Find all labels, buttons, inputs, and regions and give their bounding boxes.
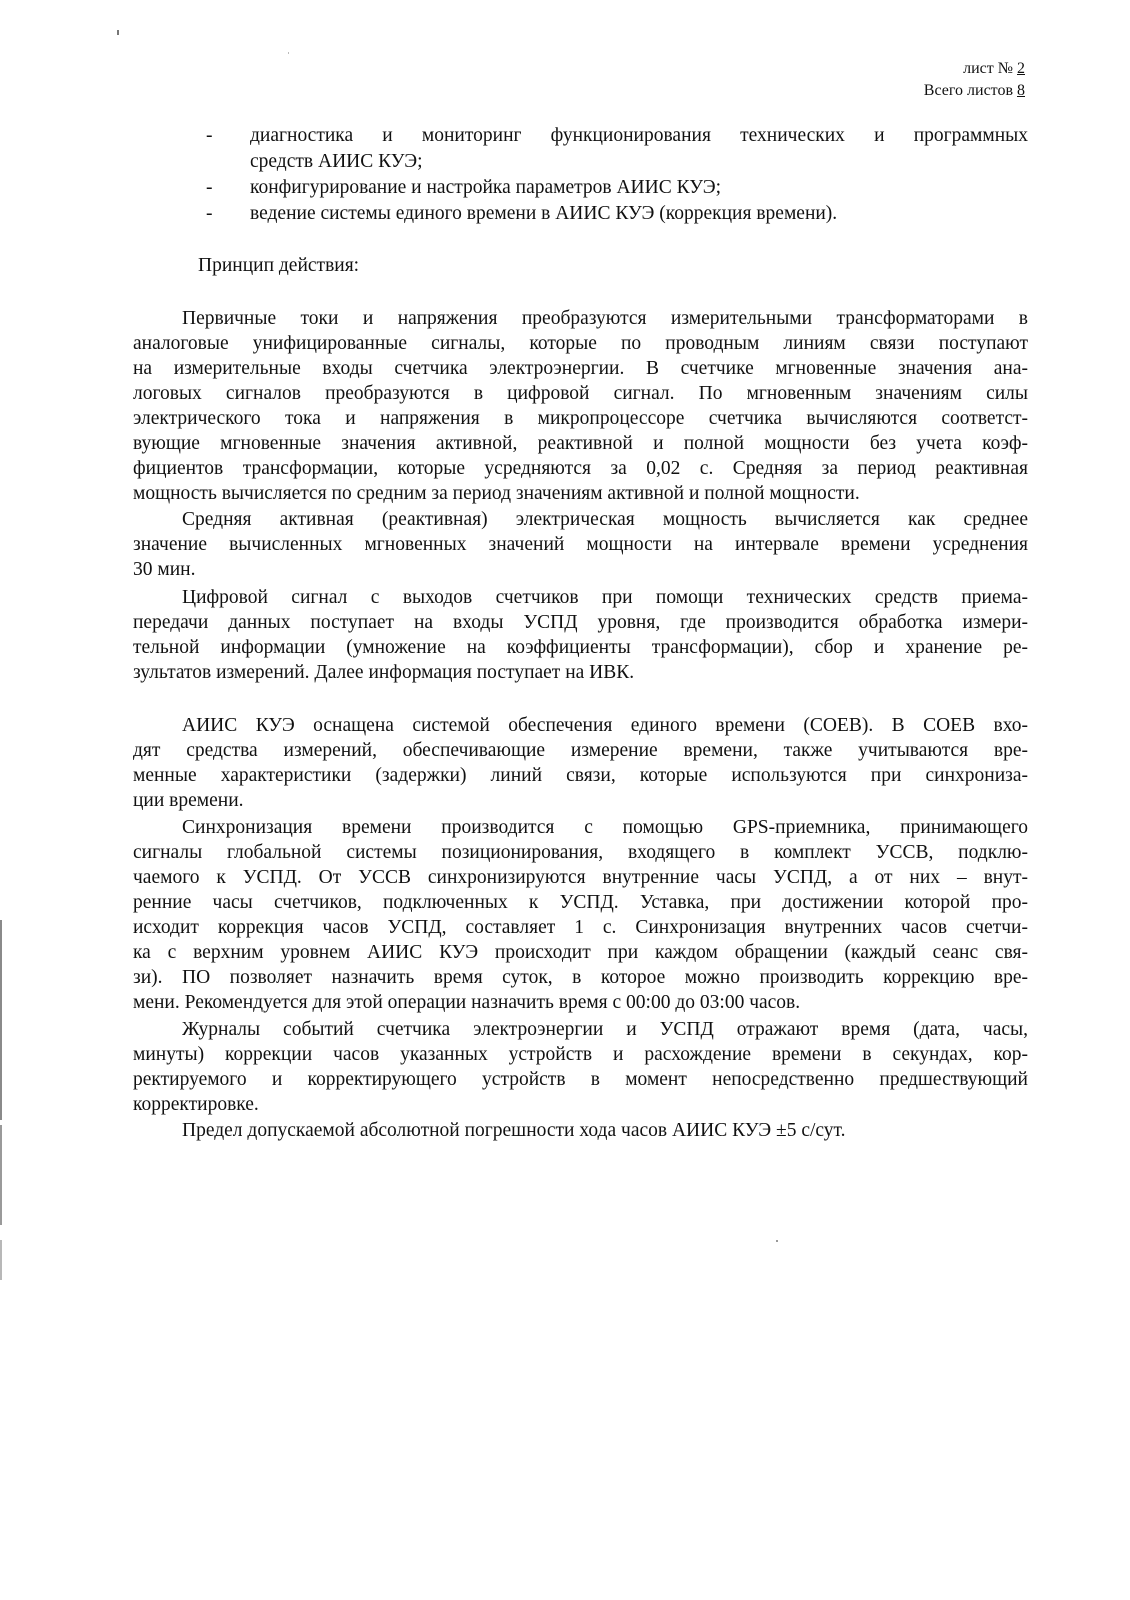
paragraph-line: минуты) коррекции часов указанных устройств и расхождение времени в секундах, кор-	[133, 1044, 1028, 1065]
paragraph-line: ка с верхним уровнем АИИС КУЭ происходит при каждом обращении (каждый сеанс свя-	[133, 942, 1028, 963]
paragraph-line: вующие мгновенные значения активной, реактивной и полной мощности без учета коэф-	[133, 433, 1028, 454]
paragraph-line: Журналы событий счетчика электроэнергии и УСПД отражают время (дата, часы,	[182, 1019, 1028, 1040]
paragraph-line: корректировке.	[133, 1094, 259, 1115]
paragraph-line: Предел допускаемой абсолютной погрешности хода часов АИИС КУЭ ±5 с/сут.	[182, 1120, 846, 1141]
paragraph-line: 30 мин.	[133, 559, 196, 580]
paragraph-line: Первичные токи и напряжения преобразуются измерительными трансформаторами в	[182, 308, 1028, 329]
paragraph-line: ции времени.	[133, 790, 244, 811]
bullet-item-line: средств АИИС КУЭ;	[250, 151, 423, 172]
section-heading: Принцип действия:	[198, 255, 360, 276]
paragraph-line: передачи данных поступает на входы УСПД уровня, где производится обработка измери-	[133, 612, 1028, 633]
scan-edge-artifact	[0, 920, 2, 1120]
scan-speck	[776, 1240, 778, 1242]
scan-edge-artifact	[0, 1240, 2, 1280]
sheet-header	[924, 58, 1025, 102]
paragraph-line: фициентов трансформации, которые усредняются за 0,02 с. Средняя за период реактивная	[133, 458, 1028, 479]
scan-edge-artifact	[0, 1125, 2, 1225]
paragraph-line: АИИС КУЭ оснащена системой обеспечения единого времени (СОЕВ). В СОЕВ вхо-	[182, 715, 1028, 736]
paragraph-line: на измерительные входы счетчика электроэнергии. В счетчике мгновенные значения ана-	[133, 358, 1028, 379]
bullet-item-line: ведение системы единого времени в АИИС КУЭ (коррекция времени).	[250, 203, 838, 224]
total-sheets-line	[924, 80, 1025, 102]
paragraph-line: Цифровой сигнал с выходов счетчиков при помощи технических средств приема-	[182, 587, 1028, 608]
total-sheets-number: 8	[1017, 82, 1025, 99]
bullet-dash: -	[206, 177, 213, 198]
paragraph-line: аналоговые унифицированные сигналы, которые по проводным линиям связи поступают	[133, 333, 1028, 354]
paragraph-line: дят средства измерений, обеспечивающие измерение времени, также учитываются вре-	[133, 740, 1028, 761]
bullet-item-line: диагностика и мониторинг функционирования технических и программных	[250, 125, 1028, 146]
paragraph-line: логовых сигналов преобразуются в цифровой сигнал. По мгновенным значениям силы	[133, 383, 1028, 404]
bullet-dash: -	[206, 203, 213, 224]
sheet-number-line	[924, 58, 1025, 80]
scan-speck	[288, 52, 289, 54]
paragraph-line: Средняя активная (реактивная) электрическая мощность вычисляется как среднее	[182, 509, 1028, 530]
paragraph-line: чаемого к УСПД. От УССВ синхронизируются внутренние часы УСПД, а от них – внут-	[133, 867, 1028, 888]
paragraph-line: ректируемого и корректирующего устройств в момент непосредственно предшествующий	[133, 1069, 1028, 1090]
total-sheets-label: Всего листов	[923, 82, 1013, 99]
paragraph-line: мощность вычисляется по средним за период значениям активной и полной мощности.	[133, 483, 860, 504]
paragraph-line: исходит коррекция часов УСПД, составляет 1 с. Синхронизация внутренних часов счетчи-	[133, 917, 1028, 938]
paragraph-line: зультатов измерений. Далее информация поступает на ИВК.	[133, 662, 635, 683]
paragraph-line: зи). ПО позволяет назначить время суток, в которое можно производить коррекцию вре-	[133, 967, 1028, 988]
scan-speck	[117, 30, 119, 35]
paragraph-line: ренние часы счетчиков, подключенных к УСПД. Уставка, при достижении которой про-	[133, 892, 1028, 913]
paragraph-line: Синхронизация времени производится с помощью GPS-приемника, принимающего	[182, 817, 1028, 838]
paragraph-line: тельной информации (умножение на коэффициенты трансформации), сбор и хранение ре-	[133, 637, 1028, 658]
paragraph-line: мени. Рекомендуется для этой операции назначить время с 00:00 до 03:00 часов.	[133, 992, 801, 1013]
paragraph-line: электрического тока и напряжения в микропроцессоре счетчика вычисляются соответст-	[133, 408, 1028, 429]
sheet-label: лист №	[963, 60, 1013, 77]
paragraph-line: менные характеристики (задержки) линий связи, которые используются при синхрониза-	[133, 765, 1028, 786]
bullet-dash: -	[206, 125, 213, 146]
paragraph-line: значение вычисленных мгновенных значений мощности на интервале времени усреднения	[133, 534, 1028, 555]
paragraph-line: сигналы глобальной системы позиционирования, входящего в комплект УССВ, подклю-	[133, 842, 1028, 863]
sheet-number: 2	[1017, 60, 1025, 77]
bullet-item-line: конфигурирование и настройка параметров АИИС КУЭ;	[250, 177, 722, 198]
